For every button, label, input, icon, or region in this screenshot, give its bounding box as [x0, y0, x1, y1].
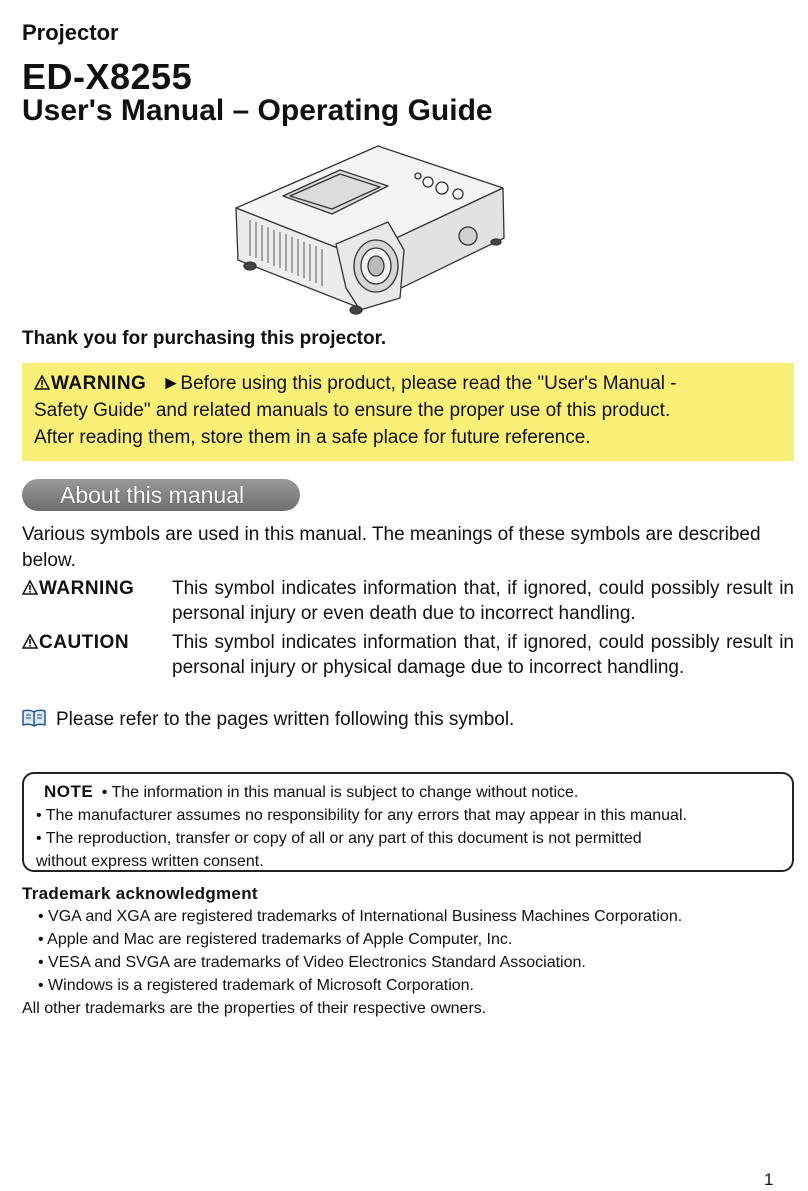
- reference-row: [22, 708, 514, 732]
- note-label: NOTE: [44, 782, 94, 801]
- symbols-intro: Various symbols are used in this manual. The meanings of these symbols are described below.: [22, 524, 761, 571]
- note-text-1: • The information in this manual is subject to change without notice.: [101, 784, 579, 801]
- symbol-caution-label: CAUTION: [39, 632, 130, 653]
- symbol-warning-description: This symbol indicates information that, if ignored, could possibly result in personal injury or even death due to incorrect handling.: [172, 578, 794, 624]
- trademark-list: [22, 905, 682, 1020]
- warning-line-1: [34, 370, 782, 397]
- warning-triangle-icon: [34, 375, 50, 390]
- page-number: 1: [764, 1170, 774, 1189]
- warning-text-1: Before using this product, please read the "User's Manual -: [180, 373, 677, 394]
- symbol-caution: [22, 630, 129, 655]
- warning-line-2: Safety Guide" and related manuals to ensure the proper use of this product.: [34, 400, 671, 421]
- note-line-4: without express written consent.: [36, 853, 264, 870]
- symbol-row-caution: [22, 630, 794, 680]
- section-heading-about: About this manual: [22, 479, 300, 511]
- trademark-item: • Windows is a registered trademark of Microsoft Corporation.: [38, 977, 474, 994]
- document-category: Projector: [22, 20, 119, 45]
- projector-illustration: [228, 138, 518, 318]
- reference-text: Please refer to the pages written following this symbol.: [56, 709, 515, 730]
- manual-subtitle: User's Manual – Operating Guide: [22, 94, 493, 127]
- book-icon: [22, 709, 46, 727]
- warning-label: WARNING: [51, 373, 147, 394]
- note-line-2: • The manufacturer assumes no responsibility for any errors that may appear in this manual.: [36, 807, 687, 824]
- trademark-footer: All other trademarks are the properties of their respective owners.: [22, 1000, 487, 1017]
- trademark-item: • VESA and SVGA are trademarks of Video Electronics Standard Association.: [38, 954, 586, 971]
- warning-marker: ►: [161, 373, 181, 394]
- warning-line-3: After reading them, store them in a safe place for future reference.: [34, 427, 591, 448]
- caution-triangle-icon: [22, 634, 38, 649]
- trademark-item: • Apple and Mac are registered trademarks of Apple Computer, Inc.: [38, 931, 513, 948]
- note-box: [22, 772, 794, 872]
- warning-box: [22, 363, 794, 461]
- thank-you-message: Thank you for purchasing this projector.: [22, 328, 387, 349]
- note-line-1: [36, 780, 780, 804]
- trademark-title: Trademark acknowledgment: [22, 884, 258, 903]
- model-title: ED-X8255: [22, 56, 193, 97]
- warning-triangle-icon: [22, 580, 38, 595]
- symbol-warning-label: WARNING: [39, 578, 135, 599]
- note-line-3: • The reproduction, transfer or copy of all or any part of this document is not permitted: [36, 830, 642, 847]
- symbol-row-warning: [22, 576, 794, 626]
- symbol-caution-description: This symbol indicates information that, if ignored, could possibly result in personal injury or physical damage due to incorrect handling.: [172, 632, 794, 678]
- trademark-item: • VGA and XGA are registered trademarks of International Business Machines Corporation.: [38, 908, 683, 925]
- symbol-warning: [22, 576, 134, 601]
